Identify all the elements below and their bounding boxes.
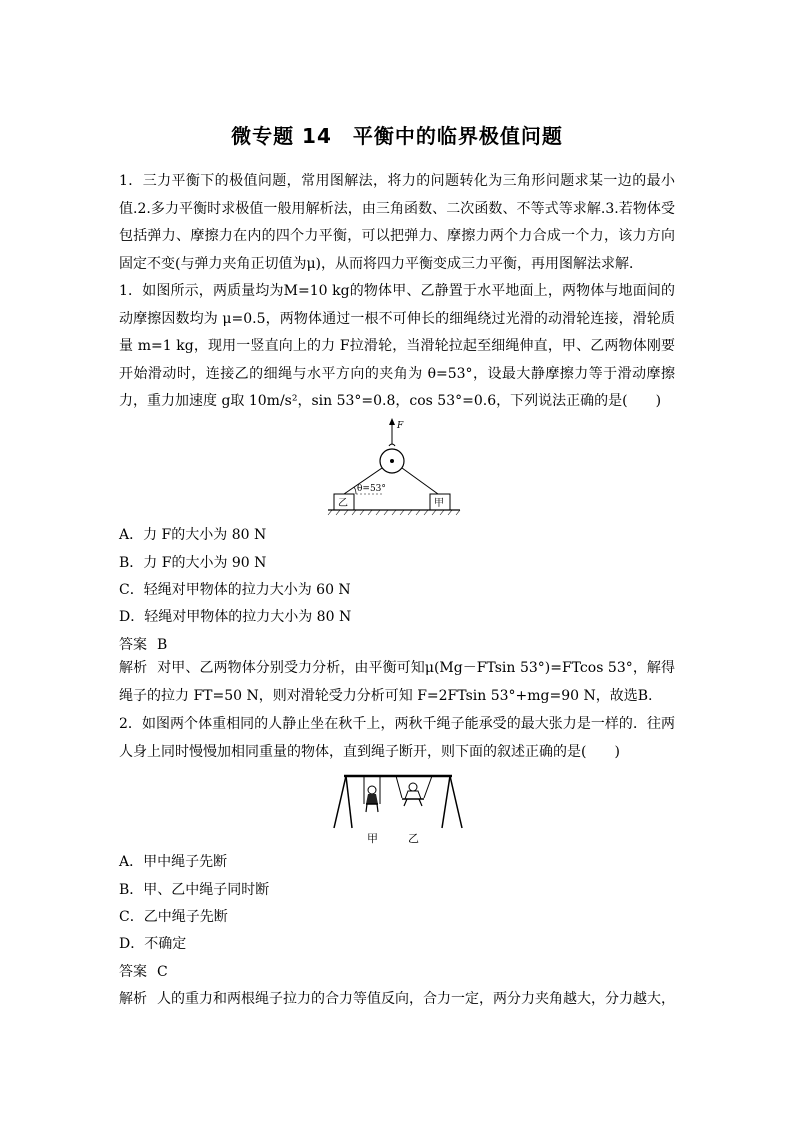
pulley-axle bbox=[390, 459, 394, 463]
rope-right bbox=[402, 468, 438, 494]
q1-answer-row bbox=[119, 634, 679, 654]
q1-option-d: D．轻绳对甲物体的拉力大小为 80 N bbox=[119, 609, 352, 625]
q2-answer-row bbox=[119, 961, 679, 981]
q2-analysis-row bbox=[119, 988, 679, 1008]
person-jia-body bbox=[366, 794, 378, 804]
angle-arc bbox=[354, 487, 356, 494]
block-jia-label: 甲 bbox=[434, 498, 444, 509]
question-2-text: 2．如图两个体重相同的人静止坐在秋千上，两秋千绳子能承受的最大张力是一样的．往两人身上同时慢慢加相同重量的物体，直到绳子断开，则下面的叙述正确的是( ) bbox=[119, 716, 675, 760]
person-jia-head bbox=[368, 786, 376, 794]
q2-answer: C bbox=[157, 964, 168, 980]
force-label: F bbox=[397, 421, 404, 431]
swing-right-leg-2 bbox=[450, 776, 462, 828]
q2-option-a: A．甲中绳子先断 bbox=[119, 854, 228, 870]
q2-option-c: C．乙中绳子先断 bbox=[119, 909, 228, 925]
angle-label: θ=53° bbox=[357, 484, 386, 494]
q1-option-c: C．轻绳对甲物体的拉力大小为 60 N bbox=[119, 582, 351, 598]
page-title: 微专题 14 平衡中的临界极值问题 bbox=[231, 124, 563, 148]
swing-left-leg-1 bbox=[334, 776, 346, 828]
answer-label: 答案 bbox=[119, 964, 147, 980]
q2-analysis: 人的重力和两根绳子拉力的合力等值反向，合力一定，两分力夹角越大，分力越大， bbox=[157, 991, 675, 1007]
force-arrow-head bbox=[389, 418, 395, 425]
pulley-hook bbox=[389, 444, 395, 446]
swing-label-yi: 乙 bbox=[408, 832, 419, 845]
block-yi-label: 乙 bbox=[338, 498, 348, 509]
q1-option-a: A．力 F的大小为 80 N bbox=[119, 527, 267, 543]
person-yi-head bbox=[409, 783, 417, 791]
answer-label: 答案 bbox=[119, 637, 147, 653]
ground-hatching bbox=[328, 510, 460, 515]
q2-option-d: D．不确定 bbox=[119, 936, 187, 952]
swing-yi-rope-left bbox=[396, 776, 402, 798]
swing-figure bbox=[330, 766, 466, 846]
person-yi-body bbox=[405, 791, 421, 799]
swing-yi-rope-right bbox=[424, 776, 432, 798]
swing-label-jia: 甲 bbox=[367, 832, 378, 845]
q2-option-b: B．甲、乙中绳子同时断 bbox=[119, 882, 270, 898]
analysis-label: 解析 bbox=[119, 660, 148, 676]
swing-right-leg-1 bbox=[442, 776, 450, 828]
person-jia-legs bbox=[366, 804, 378, 812]
swing-left-leg-2 bbox=[346, 776, 352, 828]
q1-answer: B bbox=[157, 637, 168, 653]
question-1-text: 1．如图所示，两质量均为M=10 kg的物体甲、乙静置于水平地面上，两物体与地面间的动摩擦因数均为 μ=0.5，两物体通过一根不可伸长的细绳绕过光滑的动滑轮连接，滑轮质量 m=1 kg，现用一竖直向上的力 F拉滑轮，当滑轮拉起至细绳伸直，甲、乙两物体刚要开始滑动时，连接乙的细绳与水平方向的夹角为 θ=53°，设最大静摩擦力等于滑动摩擦力，重力加速度 g取 10m/s²，sin 53°=0.8，cos 53°=0.6，下列说法正确的是( ) bbox=[119, 283, 675, 409]
pulley-figure bbox=[326, 416, 462, 516]
q1-analysis-row bbox=[119, 655, 675, 710]
intro-paragraph: 1．三力平衡下的极值问题，常用图解法，将力的问题转化为三角形问题求某一边的最小值.2.多力平衡时求极值一般用解析法，由三角函数、二次函数、不等式等求解.3.若物体受包括弹力、摩擦力在内的四个力平衡，可以把弹力、摩擦力两个力合成一个力，该力方向固定不变(与弹力夹角正切值为μ)，从而将四力平衡变成三力平衡，再用图解法求解． bbox=[119, 173, 675, 272]
q1-option-b: B．力 F的大小为 90 N bbox=[119, 555, 267, 571]
q1-analysis: 对甲、乙两物体分别受力分析，由平衡可知μ(Mg－FTsin 53°)=FTcos 53°，解得绳子的拉力 FT=50 N，则对滑轮受力分析可知 F=2FTsin 53°+mg=90 N，故选B. bbox=[119, 660, 676, 704]
person-yi-legs bbox=[404, 799, 422, 806]
analysis-label: 解析 bbox=[119, 991, 147, 1007]
